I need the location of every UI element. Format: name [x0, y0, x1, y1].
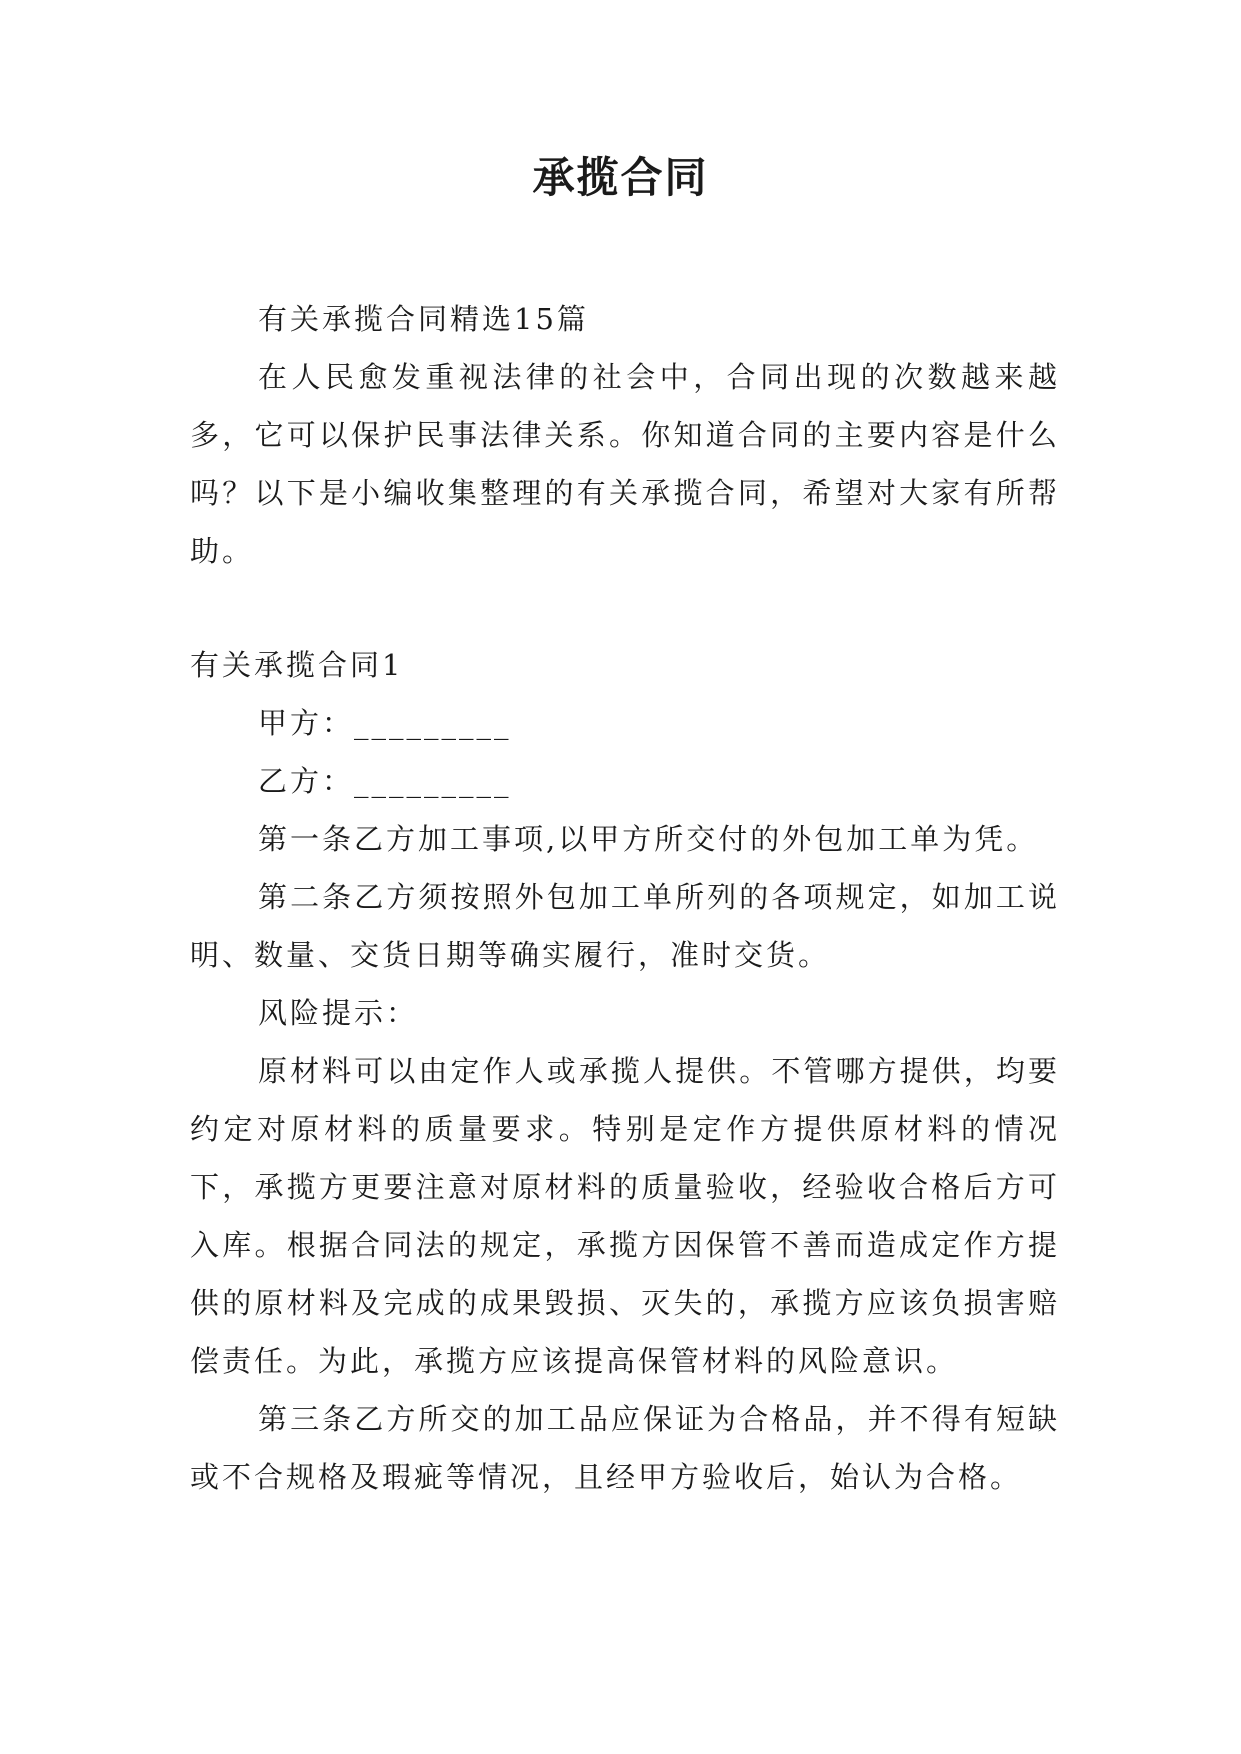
section-gap — [190, 580, 1060, 636]
party-b-line: 乙方：_________ — [258, 764, 512, 798]
intro-paragraph: 在人民愈发重视法律的社会中，合同出现的次数越来越多，它可以保护民事法律关系。你知道合同的主要内容是什么吗？以下是小编收集整理的有关承揽合同，希望对大家有所帮助。 — [190, 360, 1060, 568]
article-3: 第三条乙方所交的加工品应保证为合格品，并不得有短缺或不合规格及瑕疵等情况，且经甲方验收后，始认为合格。 — [190, 1402, 1060, 1494]
document-body — [190, 290, 1060, 1506]
article-2: 第二条乙方须按照外包加工单所列的各项规定，如加工说明、数量、交货日期等确实履行，准时交货。 — [190, 880, 1060, 972]
section-heading: 有关承揽合同1 — [190, 648, 404, 682]
party-a-line: 甲方：_________ — [258, 706, 512, 740]
risk-paragraph: 原材料可以由定作人或承揽人提供。不管哪方提供，均要约定对原材料的质量要求。特别是定作方提供原材料的情况下，承揽方更要注意对原材料的质量验收，经验收合格后方可入库。根据合同法的规定，承揽方因保管不善而造成定作方提供的原材料及完成的成果毁损、灭失的，承揽方应该负损害赔偿责任。为此，承揽方应该提高保管材料的风险意识。 — [190, 1054, 1060, 1378]
risk-heading: 风险提示： — [258, 996, 419, 1030]
article-1: 第一条乙方加工事项,以甲方所交付的外包加工单为凭。 — [258, 822, 1039, 856]
intro-subtitle: 有关承揽合同精选15篇 — [258, 302, 589, 336]
document-title: 承揽合同 — [532, 153, 709, 202]
